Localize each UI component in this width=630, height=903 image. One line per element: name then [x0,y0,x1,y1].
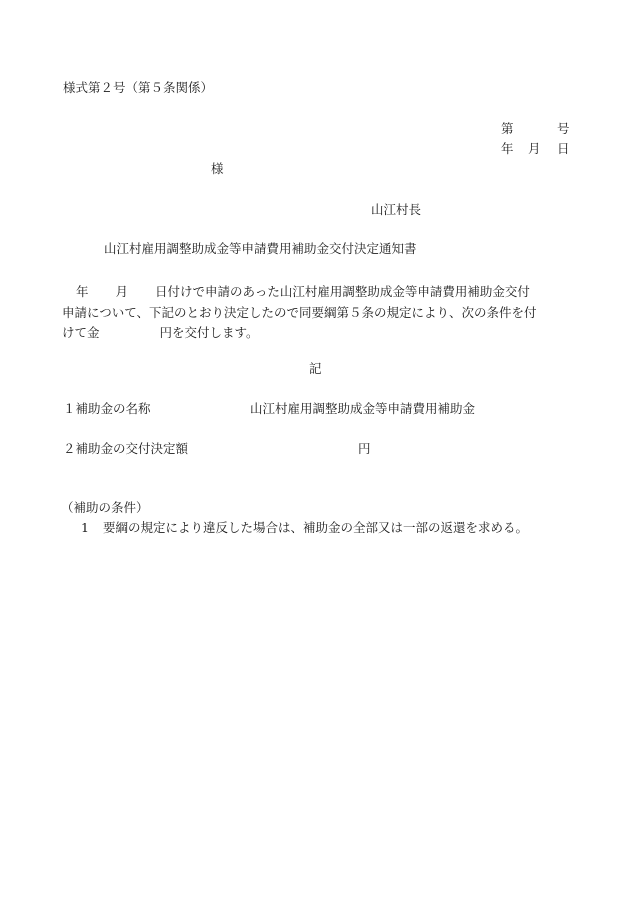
addressee-suffix: 様 [211,161,224,176]
body-line-1-rest: 日付けで申請のあった山江村雇用調整助成金等申請費用補助金交付 [155,284,530,299]
condition-1-text: 要綱の規定により違反した場合は、補助金の全部又は一部の返還を求める。 [103,520,529,535]
body-paragraph [62,282,582,344]
document-number-prefix: 第 [501,121,514,136]
body-year: 年 [76,284,89,299]
form-label: 様式第２号（第５条関係） [63,80,214,95]
body-line-1 [62,282,582,303]
body-line-3-start: けて金 [62,325,100,340]
body-line-2: 申請について、下記のとおり決定したので同要綱第５条の規定により、次の条件を付 [62,304,537,320]
conditions-heading: （補助の条件） [61,500,149,515]
item-1-label: １補助金の名称 [63,401,151,416]
item-1-value: 山江村雇用調整助成金等申請費用補助金 [250,401,476,416]
body-line-3 [62,323,582,344]
condition-1-number: 1 [81,520,89,535]
date-year: 年 [501,141,514,156]
body-month: 月 [115,284,129,299]
item-2-value: 円 [358,441,371,456]
issuer: 山江村長 [371,202,422,217]
date-day: 日 [557,141,570,156]
document-title: 山江村雇用調整助成金等申請費用補助金交付決定通知書 [104,241,417,256]
ki-marker: 記 [309,361,322,376]
item-2-label: ２補助金の交付決定額 [63,441,189,456]
document-number-suffix: 号 [557,121,570,136]
date-month: 月 [528,141,541,156]
body-line-3-end: 円を交付します。 [159,325,259,340]
